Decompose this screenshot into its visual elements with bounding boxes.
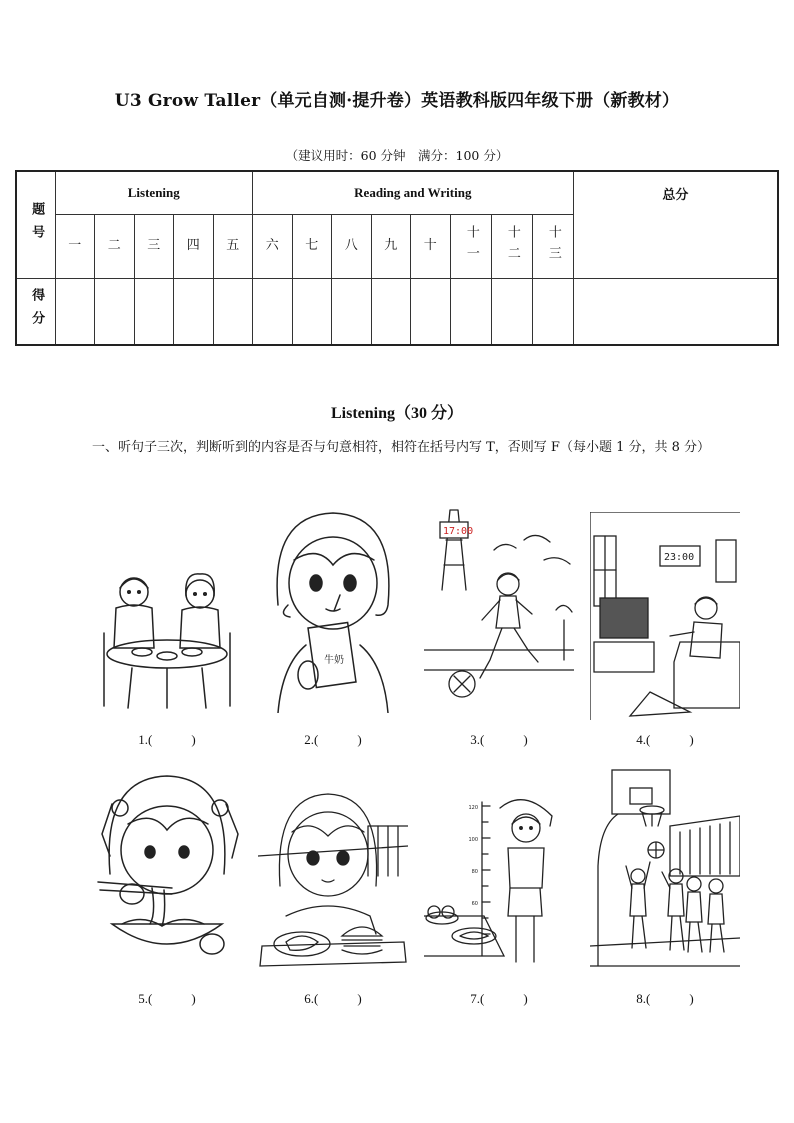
score-cell[interactable] xyxy=(134,278,174,345)
boy-measuring-height-icon xyxy=(424,766,574,974)
clock-readout: 17:00 xyxy=(443,526,474,537)
score-cell[interactable] xyxy=(213,278,253,345)
item-label: 6.( ) xyxy=(304,991,362,1006)
score-cell[interactable] xyxy=(95,278,135,345)
score-cell[interactable] xyxy=(491,278,532,345)
score-cell[interactable] xyxy=(532,278,573,345)
item-label: 7.( ) xyxy=(470,991,528,1006)
question-number: 三 xyxy=(134,214,174,278)
question-number: 六 xyxy=(253,214,293,278)
header-reading-writing: Reading and Writing xyxy=(253,171,574,214)
clock-readout: 23:00 xyxy=(664,552,695,563)
question-number: 五 xyxy=(213,214,253,278)
boy-watching-tv-icon xyxy=(590,512,740,720)
svg-text:100: 100 xyxy=(468,837,478,843)
question-number: 十三 xyxy=(532,214,573,278)
question-number: 二 xyxy=(95,214,135,278)
row-head-score: 得分 xyxy=(16,278,55,345)
item-label: 3.( ) xyxy=(470,732,528,747)
question-number: 七 xyxy=(292,214,332,278)
item-label: 8.( ) xyxy=(636,991,694,1006)
score-cell[interactable] xyxy=(411,278,451,345)
question-number: 十一 xyxy=(450,214,491,278)
row-head-question-number: 题号 xyxy=(16,171,55,278)
score-cell[interactable] xyxy=(174,278,214,345)
score-cell[interactable] xyxy=(332,278,372,345)
girl-with-chicken-and-burger-icon xyxy=(258,766,408,974)
score-table xyxy=(15,170,779,346)
girl-eating-noodles-icon xyxy=(92,764,242,972)
header-listening: Listening xyxy=(55,171,253,214)
question-number: 十二 xyxy=(491,214,532,278)
total-score-cell[interactable] xyxy=(573,278,778,345)
svg-text:120: 120 xyxy=(468,805,478,811)
section-title-listening: Listening（30 分） xyxy=(330,405,464,422)
two-children-eating-at-table-icon xyxy=(92,508,242,716)
svg-text:60: 60 xyxy=(471,901,478,907)
boy-playing-football-icon xyxy=(424,500,574,708)
document-subtitle: （建议用时：60 分钟 满分：100 分） xyxy=(285,148,509,163)
children-playing-basketball-icon xyxy=(590,766,740,974)
item-label: 4.( ) xyxy=(636,732,694,747)
milk-carton-label: 牛奶 xyxy=(324,655,344,666)
item-label: 2.( ) xyxy=(304,732,362,747)
score-cell[interactable] xyxy=(292,278,332,345)
question-number: 九 xyxy=(371,214,411,278)
question-number: 十 xyxy=(411,214,451,278)
question-number: 四 xyxy=(174,214,214,278)
item-label: 1.( ) xyxy=(138,732,196,747)
item-label: 5.( ) xyxy=(138,991,196,1006)
girl-drinking-milk-icon xyxy=(258,505,408,713)
score-cell[interactable] xyxy=(450,278,491,345)
instruction-text: 一、听句子三次，判断听到的内容是否与句意相符，相符在括号内写 T，否则写 F（每小题 1 分，共 8 分） xyxy=(92,440,711,455)
question-number: 一 xyxy=(55,214,95,278)
score-cell[interactable] xyxy=(253,278,293,345)
svg-text:80: 80 xyxy=(471,869,478,875)
score-cell[interactable] xyxy=(371,278,411,345)
score-cell[interactable] xyxy=(55,278,95,345)
question-number: 八 xyxy=(332,214,372,278)
document-title: U3 Grow Taller（单元自测·提升卷）英语教科版四年级下册（新教材） xyxy=(114,91,680,111)
header-total: 总分 xyxy=(573,171,778,278)
